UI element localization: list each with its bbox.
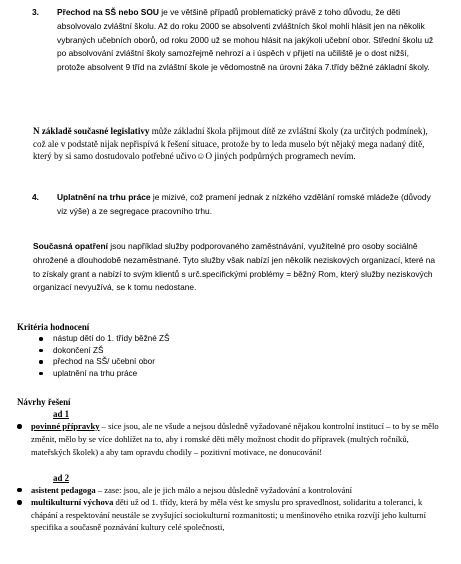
section-3-text: je ve většině případů problematický právě z toho důvodu, že děti absolvovalo zvláštní školu. Až do roku 2000 se absolventi zvláštních škol mohli hlásit jen na několik vybraných učebních oborů, od roku 2000 už se mohou hlásit na jakýkoli učební obor. Střední školu už po absolvování zvláštní školy samozřejmě nehrozí a i úspěch v přijetí na učiliště je o dost nižší, protože absolvent 9 tříd na zvláštní škole je vědomostně na úrovni žáka 7.třídy běžné základní školy.: [57, 7, 434, 73]
list-item: nástup dětí do 1. třídy běžné ZŠ: [53, 333, 437, 345]
ad2-item-title: asistent pedagoga: [31, 484, 96, 495]
legislation-heading: N základě současné legislativy: [33, 126, 150, 136]
ad2-list: [31, 484, 445, 534]
list-item: [31, 496, 445, 534]
section-3-paragraph: [33, 6, 438, 75]
ad1-item-text: – sice jsou, ale ne všude a nejsou důsledně vyžadované nějakou kontrolní institucí – to by se mělo změnit, mělo by se více dohlížet na to, aby i romské děti měly možnost chodit do přípravek (multých ročníků, mateřských školek) a aby tam opravdu chodily – pozitivní motivace, ne donucování!: [31, 421, 439, 458]
section-3-number: 3.: [32, 7, 39, 17]
criteria-list: [53, 333, 437, 379]
list-item: [31, 484, 445, 497]
solutions-section: [17, 396, 445, 534]
criteria-heading: Kritéria hodnocení: [17, 322, 90, 332]
measures-paragraph: [33, 240, 438, 295]
ad1-item-title: povinné přípravky: [31, 421, 100, 431]
section-3: [33, 6, 438, 75]
list-item: [31, 420, 445, 460]
measures-text: jsou například služby podporovaného zaměstnávání, využitelné pro osoby sociálně ohrožené a dlouhodobě nezaměstnané. Tyto služby však nabízí jen několik neziskových organizací, které na to získaly grant a nabízí to svým klientů s urč.specifickými problémy = běžný Rom, který služby neziskových organizací nevyužívá, se k tomu nedostane.: [33, 241, 436, 293]
legislation-paragraph: [33, 125, 438, 163]
criteria-section: [17, 321, 437, 380]
section-4-heading: Uplatnění na trhu práce: [57, 192, 151, 202]
list-item: uplatnění na trhu práce: [53, 368, 437, 380]
list-item: dokončení ZŠ: [53, 345, 437, 357]
ad2-item-title: multikulturní výchova: [31, 497, 114, 508]
measures-heading: Současná opatření: [33, 241, 108, 251]
section-3-heading: Přechod na SŠ nebo SOU: [57, 7, 159, 17]
legislation-text: může základní škola přijmout dítě ze zvláštní školy (za určitých podmínek), což ale v podstatě nijak nepřispívá k řešení situace, protože by to leda muselo být nějaký mega nadaný dítě, který by si samo dostudovalo potřebné učivo☺O jiných podpůrných programech nevím.: [33, 126, 428, 162]
section-4-number: 4.: [32, 192, 39, 202]
section-4-text: je mizivé, což pramení jednak z nízkého vzdělání romské mládeže (důvody viz výše) a ze segregace pracovního trhu.: [57, 192, 431, 216]
solutions-heading: Návrhy řešení: [17, 397, 71, 407]
ad1-label: ad 1: [53, 409, 70, 419]
ad2-item-text: – zase: jsou, ale je jich málo a nejsou důsledně vyžadování a kontrolování: [95, 484, 353, 495]
ad2-item-text: děti už od 1. třídy, která by měla vést ke smyslu pro spravedlnost, solidaritu a toleranci, k chápání a respektování neustále se zvyšující sociokulturní rozmanitosti; u menšinového etnika rozvíjí jeho kulturní specifika a současně poznávání kultury celé společnosti,: [31, 497, 426, 533]
section-4-paragraph: [33, 191, 438, 219]
list-item: přechod na SŠ/ učební obor: [53, 356, 437, 368]
ad2-label: ad 2: [53, 472, 70, 483]
section-4: [33, 191, 438, 219]
ad1-list: [31, 420, 445, 460]
